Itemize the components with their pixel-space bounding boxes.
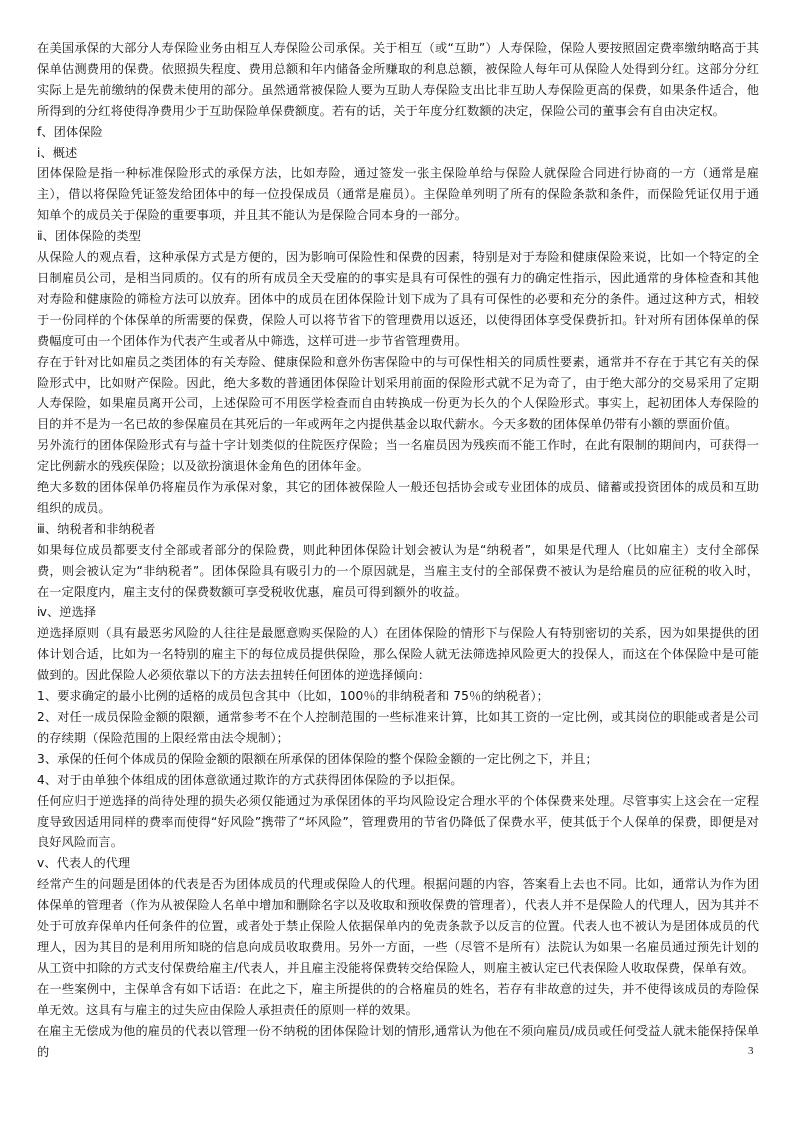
paragraph-types-1: 从保险人的观点看，这种承保方式是方便的，因为影响可保险性和保费的因素，特别是对于寿险和健康保险来说，比如一个特定的全日制雇员公司，是相当同质的。仅有的所有成员全天受雇的的事实是具有可保性的强有力的确定性指示，因此通常的身体检查和其他对寿险和健康险的筛检方法可以放弃。团体中的成员在团体保险计划下成为了具有可保性的必要和充分的条件。通过这种方式，相较于一份同样的个体保单的所需要的保费，保险人可以将节省下的管理费用以返还，以使得团体享受保费折扣。针对所有团体保单的保费幅度可由一个团体作为代表产生或者从中筛选，这样可进一步节省管理费用。 [37,250,759,348]
paragraph-types-3: 另外流行的团体保险形式有与益十字计划类似的住院医疗保险；当一名雇员因为残疾而不能工作时，在此有限制的期间内，可获得一定比例薪水的残疾保险；以及欲扮演退休金角色的团体年金。 [37,438,759,474]
paragraph-adverse-selection: 逆选择原则（具有最恶劣风险的人往往是最愿意购买保险的人）在团体保险的情形下与保险人有特别密切的关系，因为如果提供的团体计划合适，比如为一名特别的雇主下的每位成员提供保险，那么保险人就无法筛选掉风险更大的投保人，而这在个体保险中是可能做到的。因此保险人必须依靠以下的方法去扭转任何团体的逆选择倾向： [37,626,759,683]
paragraph-types-4: 绝大多数的团体保单仍将雇员作为承保对象，其它的团体被保险人一般还包括协会或专业团体的成员、储蓄或投资团体的成员和互助组织的成员。 [37,480,759,515]
subheading-overview: ⅰ、概述 [37,145,78,160]
paragraph-types-2: 存在于针对比如雇员之类团体的有关寿险、健康保险和意外伤害保险中的与可保性相关的同质性要素，通常并不存在于其它有关的保险形式中，比如财产保险。因此，绝大多数的普通团体保险计划采用前面的保险形式就不足为奇了，由于绝大部分的交易采用了定期人寿保险，如果雇员离开公司，上述保险可不用医学检查而自由转换成一份更为长久的个人保险形式。事实上，起初团体人寿保险的目的并不是为一名已故的参保雇员在其死后的一年或两年之内提供基金以取代薪水。今天多数的团体保单仍带有小额的票面价值。 [37,354,759,432]
paragraph-agency-1: 经常产生的问题是团体的代表是否为团体成员的代理或保险人的代理。根据问题的内容，答案看上去也不同。比如，通常认为作为团体保单的管理者（作为从被保险人名单中增加和删除名字以及收取和预收保费的管理者），代表人并不是保险人的代理人，因为其并不处于可放弃保单内任何条件的位置，或者处于禁止保险人依据保单内的免责条款予以反言的位置。代表人也不被认为是团体成员的代理人，因为其目的是利用所知晓的信息向成员收取费用。另外一方面，一些（尽管不是所有）法院认为如果一名雇员通过预先计划的从工资中扣除的方式支付保费给雇主/代表人，并且雇主没能将保费转交给保险人，则雇主被认定已代表保险人收取保费，保单有效。 [37,877,759,975]
list-item-4: 4、对于由单独个体组成的团体意欲通过欺诈的方式获得团体保险的予以拒保。 [37,772,463,787]
subheading-representative-agency: ⅴ、代表人的代理 [37,856,131,871]
paragraph-agency-2: 在一些案例中，主保单含有如下话语：在此之下，雇主所提供的的合格雇员的姓名，若存有非故意的过失，并不使得该成员的寿险保单无效。这具有与雇主的过失应由保险人承担责任的原则一样的效果。 [37,981,759,1017]
subheading-adverse-selection: ⅳ、逆选择 [37,605,97,620]
paragraph-contributory: 如果每位成员都要支付全部或者部分的保险费，则此种团体保险计划会被认为是“纳税者”，如果是代理人（比如雇主）支付全部保费，则会被认定为“非纳税者”。团体保险具有吸引力的一个原因就是，当雇主支付的全部保费不被认为是给雇员的应征税的收入时，在一定限度内，雇主支付的保费数额可享受税收优惠，雇员可得到额外的收益。 [37,542,759,599]
list-item-1: 1、要求确定的最小比例的适格的成员包含其中（比如，100％的非纳税者和 75％的纳税者）； [37,689,549,704]
list-item-2: 2、对任一成员保险金额的限额，通常参考不在个人控制范围的一些标准来计算，比如其工资的一定比例，或其岗位的职能或者是公司的存续期（保险范围的上限经常由法令规制）； [37,710,759,745]
page-number: 3 [748,1045,754,1057]
subheading-contributory: ⅲ、纳税者和非纳税者 [37,521,156,536]
paragraph-mutual-insurance: 在美国承保的大部分人寿保险业务由相互人寿保险公司承保。关于相互（或“互助”）人寿保险，保险人要按照固定费率缴纳略高于其保单估测费用的保费。依照损失程度、费用总额和年内储备金所赚取的利息总额，被保险人每年可从保险人处得到分红。这部分分红实际上是先前缴纳的保费未使用的部分。虽然通常被保险人要为互助人寿保险支出比非互助人寿保险更高的保费，如果条件适合，他所得到的分红将使得净费用少于互助保险单保费额度。若有的话，关于年度分红数额的决定，保险公司的董事会有自由决定权。 [37,41,759,118]
document-body [37,38,759,1062]
subheading-types: ⅱ、团体保险的类型 [37,229,141,244]
paragraph-overview: 团体保险是指一种标准保险形式的承保方法，比如寿险，通过签发一张主保险单给与保险人就保险合同进行协商的一方（通常是雇主），借以将保险凭证签发给团体中的每一位投保成员（通常是雇员）。主保险单列明了所有的保险条款和条件，而保险凭证仅用于通知单个的成员关于保险的重要事项，并且其不能认为是保险合同本身的一部分。 [37,166,759,223]
paragraph-agency-3: 在雇主无偿成为他的雇员的代表以管理一份不纳税的团体保险计划的情形,通常认为他在不须向雇员/成员或任何受益人就未能保持保单的 [37,1023,759,1059]
heading-group-insurance: f、团体保险 [37,124,103,139]
list-item-3: 3、承保的任何个体成员的保险金额的限额在所承保的团体保险的整个保险金额的一定比例之下，并且； [37,751,598,766]
paragraph-adverse-selection-2: 任何应归于逆选择的尚待处理的损失必须仅能通过为承保团体的平均风险设定合理水平的个体保费来处理。尽管事实上这会在一定程度导致因适用同样的费率而使得“好风险”携带了“坏风险”，管理费用的节省仍降低了保费水平，使其低于个人保单的保费，即便是对良好风险而言。 [37,793,759,850]
